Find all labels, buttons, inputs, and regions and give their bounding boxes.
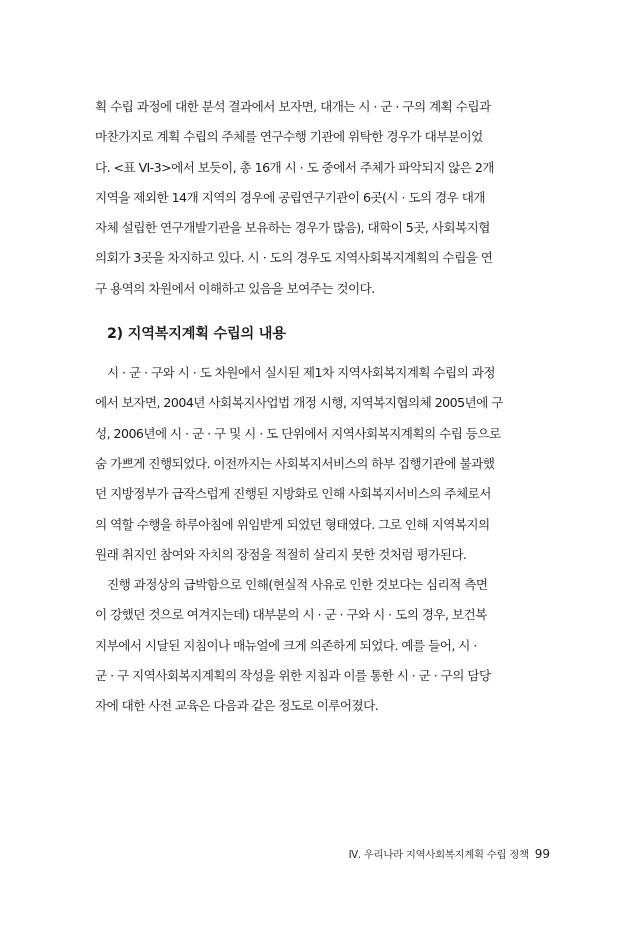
section-heading: 2) 지역복지계획 수립의 내용 bbox=[107, 326, 286, 343]
paragraph-2-line: 의 역할 수행을 하루아침에 위임받게 되었던 형태였다. 그로 인해 지역복지의 bbox=[95, 516, 490, 532]
paragraph-1-line: 다. <표 Ⅵ-3>에서 보듯이, 총 16개 시 · 도 중에서 주체가 파악되지 않은 2개 bbox=[95, 159, 494, 175]
paragraph-3-line: 진행 과정상의 급박함으로 인해(현실적 사유로 인한 것보다는 심리적 측면 bbox=[107, 577, 488, 593]
paragraph-2-line: 에서 보자면, 2004년 사회복지사업법 개정 시행, 지역복지협의체 2005년에 구 bbox=[95, 395, 503, 411]
paragraph-1-line: 의회가 3곳을 차지하고 있다. 시 · 도의 경우도 지역사회복지계획의 수립을 연 bbox=[95, 250, 493, 266]
paragraph-2 bbox=[95, 358, 547, 570]
paragraph-3 bbox=[95, 570, 547, 721]
page-footer bbox=[330, 843, 550, 861]
paragraph-3-line: 군 · 구 지역사회복지계획의 작성을 위한 지침과 이를 통한 시 · 군 · 구의 담당 bbox=[95, 668, 491, 684]
paragraph-2-line: 던 지방정부가 급작스럽게 진행된 지방화로 인해 사회복지서비스의 주체로서 bbox=[95, 486, 491, 502]
paragraph-2-line: 시 · 군 · 구와 시 · 도 차원에서 실시된 제1차 지역사회복지계획 수립의 과정 bbox=[107, 365, 495, 381]
paragraph-3-line: 자에 대한 사전 교육은 다음과 같은 정도로 이루어졌다. bbox=[95, 698, 379, 714]
paragraph-1 bbox=[95, 92, 547, 304]
paragraph-1-line: 자체 설립한 연구개발기관을 보유하는 경우가 많음), 대학이 5곳, 사회복지협 bbox=[95, 220, 490, 236]
paragraph-1-line: 구 용역의 차원에서 이해하고 있음을 보여주는 것이다. bbox=[95, 280, 375, 296]
paragraph-2-line: 성, 2006년에 시 · 군 · 구 및 시 · 도 단위에서 지역사회복지계획의 수립 등으로 bbox=[95, 425, 501, 441]
paragraph-3-line: 이 강했던 것으로 여겨지는데) 대부분의 시 · 군 · 구와 시 · 도의 경우, 보건복 bbox=[95, 607, 487, 623]
paragraph-1-line: 지역을 제외한 14개 지역의 경우에 공립연구기관이 6곳(시 · 도의 경우 대개 bbox=[95, 189, 485, 205]
page-number: 99 bbox=[534, 847, 550, 861]
paragraph-1-line: 획 수립 과정에 대한 분석 결과에서 보자면, 대개는 시 · 군 · 구의 계획 수립과 bbox=[95, 99, 491, 114]
body-text bbox=[95, 92, 547, 722]
paragraph-2-line: 숨 가쁘게 진행되었다. 이전까지는 사회복지서비스의 하부 집행기관에 불과했 bbox=[95, 455, 495, 471]
paragraph-3-line: 지부에서 시달된 지침이나 매뉴얼에 크게 의존하게 되었다. 예를 들어, 시 · bbox=[95, 637, 477, 653]
paragraph-1-line: 마찬가지로 계획 수립의 주체를 연구수행 기관에 위탁한 경우가 대부분이었 bbox=[95, 129, 483, 145]
paragraph-2-line: 원래 취지인 참여와 자치의 장점을 적절히 살리지 못한 것처럼 평가된다. bbox=[95, 546, 467, 562]
chapter-title: Ⅳ. 우리나라 지역사회복지계획 수립 정책 bbox=[348, 849, 529, 861]
